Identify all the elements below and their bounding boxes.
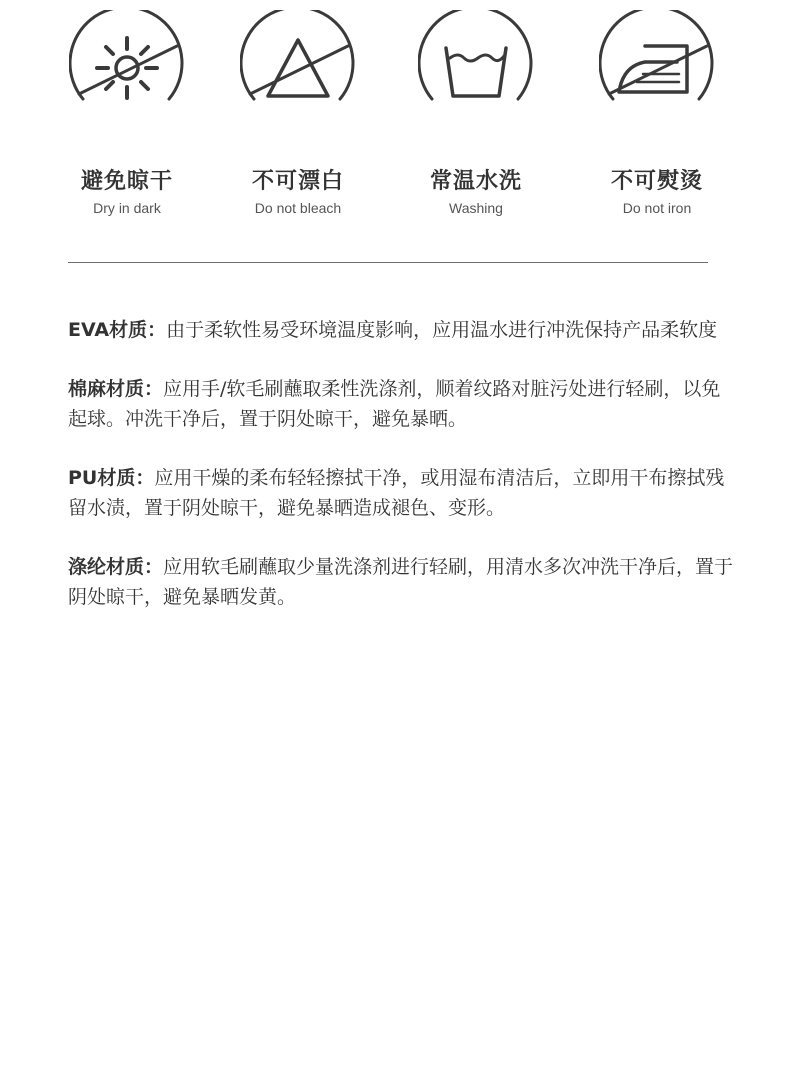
care-subtitle: Washing <box>449 200 503 216</box>
no-bleach-icon <box>240 10 356 126</box>
material-label: 棉麻材质： <box>68 378 164 400</box>
instruction-cotton-linen <box>68 374 738 434</box>
care-title: 不可熨烫 <box>610 169 703 194</box>
care-subtitle: Do not bleach <box>254 200 342 216</box>
care-title: 常温水洗 <box>429 169 522 194</box>
care-item-dry-in-dark <box>37 0 217 230</box>
care-item-washing <box>386 0 566 230</box>
instruction-text: 应用干燥的柔布轻轻擦拭干净，或用湿布清洁后，立即用干布擦拭残留水渍，置于阴处晾干，避免暴晒造成褪色、变形。 <box>68 467 725 519</box>
care-subtitle: Dry in dark <box>93 200 161 216</box>
care-title: 避免晾干 <box>80 169 173 194</box>
care-icons-row <box>0 0 790 240</box>
care-instructions <box>68 315 738 641</box>
instruction-text: 由于柔软性易受环境温度影响，应用温水进行冲洗保持产品柔软度 <box>166 319 718 341</box>
washing-icon <box>418 10 534 126</box>
care-item-no-iron <box>567 0 747 230</box>
instruction-text: 应用软毛刷蘸取少量洗涤剂进行轻刷，用清水多次冲洗干净后，置于阴处晾干，避免暴晒发黄。 <box>68 556 734 608</box>
care-subtitle: Do not iron <box>622 200 692 216</box>
section-divider <box>68 262 708 263</box>
care-title: 不可漂白 <box>251 169 344 194</box>
instruction-polyester <box>68 552 738 612</box>
material-label: 涤纶材质： <box>68 556 164 578</box>
instruction-pu <box>68 463 738 523</box>
material-label: PU材质： <box>68 467 155 489</box>
dry-in-dark-icon <box>69 10 185 126</box>
no-iron-icon <box>599 10 715 126</box>
instruction-eva <box>68 315 738 345</box>
instruction-text: 应用手/软毛刷蘸取柔性洗涤剂，顺着纹路对脏污处进行轻刷，以免起球。冲洗干净后，置于阴处晾干，避免暴晒。 <box>68 378 721 430</box>
material-label: EVA材质： <box>68 319 167 341</box>
care-item-no-bleach <box>208 0 388 230</box>
